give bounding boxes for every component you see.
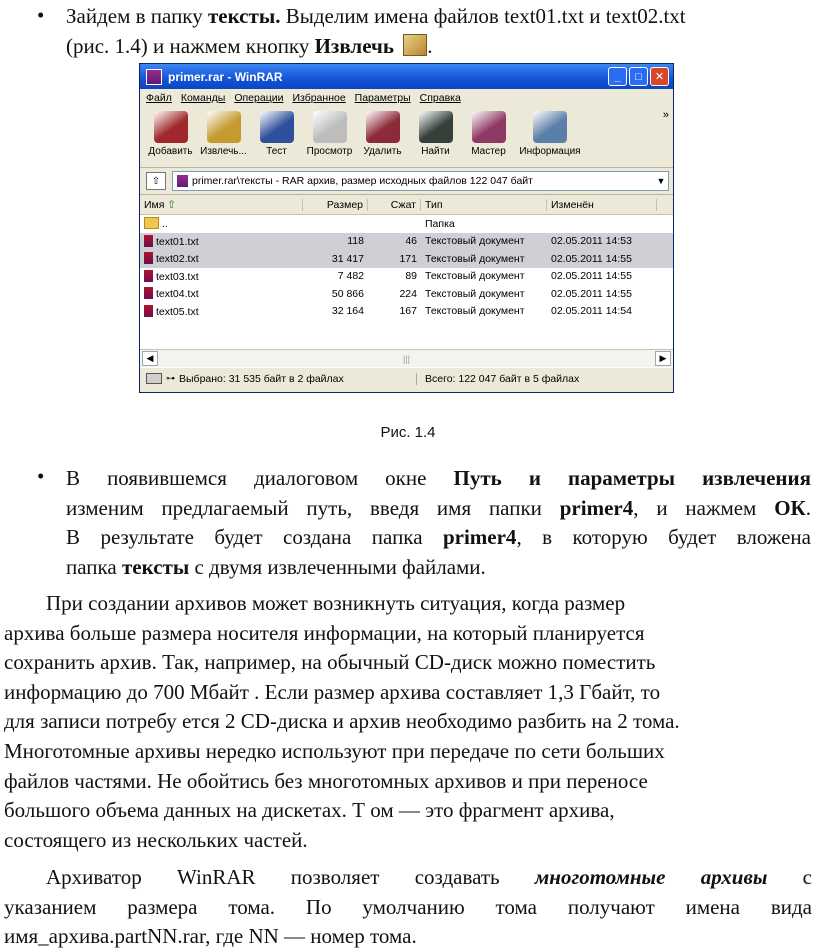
p2-line-3: В результате будет создана папка primer4, в которую будет вложена	[66, 525, 811, 550]
horizontal-scrollbar[interactable]	[140, 349, 673, 367]
winrar-app-icon	[146, 69, 162, 85]
scroll-right-icon[interactable]: ▶	[655, 351, 671, 366]
menu-operations[interactable]: Операции	[234, 92, 284, 104]
toolbar-more-icon[interactable]: »	[662, 109, 669, 121]
find-button[interactable]: Найти	[409, 107, 462, 157]
menu-bar	[140, 89, 673, 107]
p4-line-1: Архиватор WinRAR позволяет создавать многотомные архивы с	[46, 865, 813, 889]
status-selected: Выбрано: 31 535 байт в 2 файлах	[179, 372, 344, 385]
p2-line-4: папка тексты с двумя извлеченными файлами.	[66, 554, 486, 579]
file-list-header	[140, 195, 673, 215]
p3-line: сохранить архив. Так, например, на обычный CD-диск можно поместить	[4, 650, 656, 675]
table-row[interactable]: text02.txt 31 417 171 Текстовый документ 02.05.2011 14:55	[140, 250, 673, 268]
sort-up-icon: ⇧	[167, 198, 177, 211]
extract-button[interactable]: Извлечь...	[197, 107, 250, 157]
scroll-left-icon[interactable]: ◀	[142, 351, 158, 366]
table-row[interactable]: text03.txt 7 482 89 Текстовый документ 02.05.2011 14:55	[140, 268, 673, 286]
delete-icon	[366, 111, 400, 143]
figure-caption: Рис. 1.4	[380, 424, 436, 441]
column-type[interactable]: Тип	[421, 199, 547, 211]
test-icon	[260, 111, 294, 143]
p1-line-1: Зайдем в папку тексты. Выделим имена файлов text01.txt и text02.txt	[66, 4, 686, 28]
menu-favorites[interactable]: Избранное	[292, 92, 346, 104]
dropdown-arrow-icon[interactable]: ▼	[656, 176, 666, 186]
table-row[interactable]: text01.txt 118 46 Текстовый документ 02.05.2011 14:53	[140, 233, 673, 251]
view-button[interactable]: Просмотр	[303, 107, 356, 157]
p2-line-1: В появившемся диалоговом окне Путь и параметры извлечения	[66, 466, 811, 490]
menu-file[interactable]: Файл	[146, 92, 172, 104]
toolbar	[140, 107, 673, 168]
drive-icon	[146, 373, 162, 384]
text-file-icon	[144, 305, 153, 317]
paragraph-3	[4, 589, 812, 855]
menu-help[interactable]: Справка	[419, 92, 461, 104]
paragraph-2	[66, 464, 811, 582]
extract-icon	[403, 34, 427, 56]
binoculars-icon	[419, 111, 453, 143]
minimize-button[interactable]: _	[608, 67, 627, 86]
folder-icon	[144, 217, 159, 229]
table-row[interactable]: text05.txt 32 164 167 Текстовый документ 02.05.2011 14:54	[140, 303, 673, 321]
bullet-2: •	[37, 464, 45, 488]
address-field[interactable]	[172, 171, 669, 191]
p3-line: Многотомные архивы нередко используют при передаче по сети больших	[4, 738, 665, 763]
column-name[interactable]: Имя ⇧	[140, 199, 303, 211]
info-icon	[533, 111, 567, 143]
archive-icon	[177, 175, 188, 187]
p3-line: для записи потребу ется 2 CD-диска и архив необходимо разбить на 2 тома.	[4, 709, 680, 734]
key-icon: ⊶	[166, 373, 175, 383]
add-icon	[154, 111, 188, 143]
p3-line: состоящего из нескольких частей.	[4, 827, 308, 852]
table-row[interactable]: .. Папка	[140, 215, 673, 233]
winrar-window	[139, 63, 674, 393]
column-size[interactable]: Размер	[303, 199, 368, 211]
wizard-button[interactable]: Мастер	[462, 107, 515, 157]
view-glasses-icon	[313, 111, 347, 143]
bullet-1: •	[37, 3, 45, 27]
text-file-icon	[144, 235, 153, 247]
p3-line: информацию до 700 Мбайт . Если размер архива составляет 1,3 Гбайт, то	[4, 679, 661, 704]
close-button[interactable]: ✕	[650, 67, 669, 86]
info-button[interactable]: Информация	[515, 107, 585, 157]
file-list	[140, 195, 673, 349]
add-button[interactable]: Добавить	[144, 107, 197, 157]
paragraph-1	[66, 2, 811, 61]
window-title: primer.rar - WinRAR	[168, 69, 283, 84]
maximize-button[interactable]: □	[629, 67, 648, 86]
scroll-thumb-grip[interactable]: |||	[402, 353, 410, 364]
up-folder-button[interactable]: ⇧	[146, 172, 166, 190]
p1-line-2: (рис. 1.4) и нажмем кнопку Извлечь .	[66, 33, 433, 58]
p3-line: При создании архивов может возникнуть ситуация, когда размер	[46, 591, 626, 615]
p2-line-2: изменим предлагаемый путь, введя имя папки primer4, и нажмем ОК.	[66, 495, 811, 520]
extract-folder-icon	[207, 111, 241, 143]
p4-line-3: имя_архива.partNN.rar, где NN — номер тома.	[4, 924, 417, 949]
test-button[interactable]: Тест	[250, 107, 303, 157]
text-file-icon	[144, 287, 153, 299]
delete-button[interactable]: Удалить	[356, 107, 409, 157]
title-bar	[140, 64, 673, 89]
menu-commands[interactable]: Команды	[180, 92, 226, 104]
p3-line: файлов частями. Не обойтись без многотомных архивов и при переносе	[4, 768, 648, 793]
table-row[interactable]: text04.txt 50 866 224 Текстовый документ 02.05.2011 14:55	[140, 285, 673, 303]
p3-line: большого объема данных на дискетах. Т ом — это фрагмент архива,	[4, 798, 615, 823]
text-file-icon	[144, 252, 153, 264]
address-path: primer.rar\тексты - RAR архив, размер исходных файлов 122 047 байт	[192, 175, 533, 187]
wizard-icon	[472, 111, 506, 143]
text-file-icon	[144, 270, 153, 282]
column-modified[interactable]: Изменён	[547, 199, 657, 211]
status-bar	[140, 367, 673, 389]
p3-line: архива больше размера носителя информации, на который планируется	[4, 620, 645, 645]
column-packed[interactable]: Сжат	[368, 199, 421, 211]
p4-line-2: указанием размера тома. По умолчанию тома получают имена вида	[4, 894, 812, 919]
paragraph-4	[4, 863, 812, 952]
menu-options[interactable]: Параметры	[354, 92, 411, 104]
status-total: Всего: 122 047 байт в 5 файлах	[416, 373, 579, 385]
address-bar	[140, 168, 673, 195]
